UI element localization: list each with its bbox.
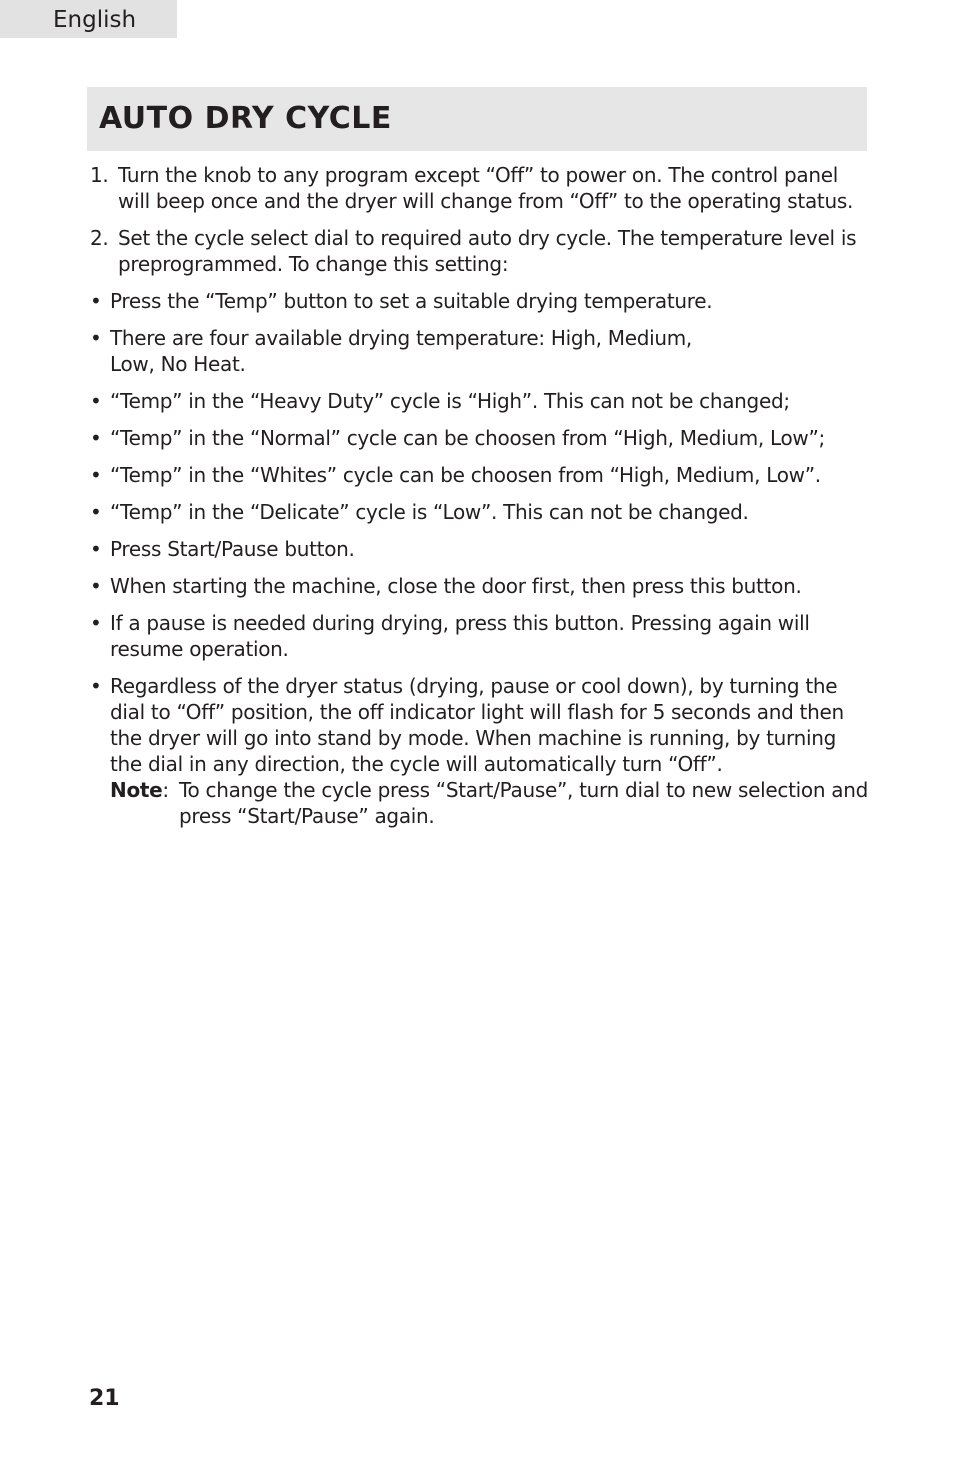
bullet-text: Press the “Temp” button to set a suitable drying temperature. (110, 289, 713, 313)
bullet-icon: • (90, 326, 102, 350)
step-text: Set the cycle select dial to required auto dry cycle. The temperature level is preprogrammed. To change this setting: (118, 226, 857, 276)
step-item (90, 225, 870, 277)
bullet-item (90, 673, 870, 829)
bullet-icon: • (90, 500, 102, 524)
bullet-item (90, 325, 710, 377)
note (110, 777, 870, 829)
note-text: To change the cycle press “Start/Pause”, turn dial to new selection and press “Start/Pause” again. (179, 778, 868, 828)
bullet-icon: • (90, 574, 102, 598)
bullet-icon: • (90, 674, 102, 698)
bullet-text: “Temp” in the “Heavy Duty” cycle is “High”. This can not be changed; (110, 389, 790, 413)
language-tab: English (0, 0, 177, 38)
bullet-icon: • (90, 289, 102, 313)
bullet-item (90, 388, 870, 414)
bullet-item (90, 536, 870, 562)
bullet-item (90, 573, 870, 599)
note-label-text: Note (110, 778, 163, 802)
bullet-text: Press Start/Pause button. (110, 537, 355, 561)
page-number: 21 (89, 1386, 120, 1411)
bullet-text: If a pause is needed during drying, press this button. Pressing again will resume operation. (110, 611, 810, 661)
bullet-text: “Temp” in the “Delicate” cycle is “Low”. This can not be changed. (110, 500, 749, 524)
bullet-item (90, 462, 870, 488)
note-separator: : (162, 778, 169, 802)
step-text: Turn the knob to any program except “Off” to power on. The control panel will beep once and the dryer will change from “Off” to the operating status. (118, 163, 854, 213)
step-number: 2. (90, 226, 109, 250)
bullet-icon: • (90, 463, 102, 487)
bullet-text: Regardless of the dryer status (drying, pause or cool down), by turning the dial to “Off” position, the off indicator light will flash for 5 seconds and then the dryer will go into stand by mode. When machine is running, by turning the dial in any direction, the cycle will automatically turn “Off”. (110, 674, 844, 776)
bullet-item (90, 610, 830, 662)
bullet-text: When starting the machine, close the door first, then press this button. (110, 574, 802, 598)
bullet-item (90, 288, 870, 314)
bullet-text: “Temp” in the “Whites” cycle can be choosen from “High, Medium, Low”. (110, 463, 821, 487)
bullet-item (90, 499, 870, 525)
bullet-icon: • (90, 611, 102, 635)
step-item (90, 162, 870, 214)
step-number: 1. (90, 163, 109, 187)
bullet-text: There are four available drying temperature: High, Medium, Low, No Heat. (110, 326, 692, 376)
bullet-item (90, 425, 870, 451)
bullet-icon: • (90, 389, 102, 413)
bullet-icon: • (90, 426, 102, 450)
note-label (110, 777, 169, 803)
section-title: AUTO DRY CYCLE (99, 101, 392, 136)
bullet-icon: • (90, 537, 102, 561)
section-title-bar (87, 87, 867, 151)
instructions-content (90, 162, 870, 829)
bullet-text: “Temp” in the “Normal” cycle can be choosen from “High, Medium, Low”; (110, 426, 825, 450)
